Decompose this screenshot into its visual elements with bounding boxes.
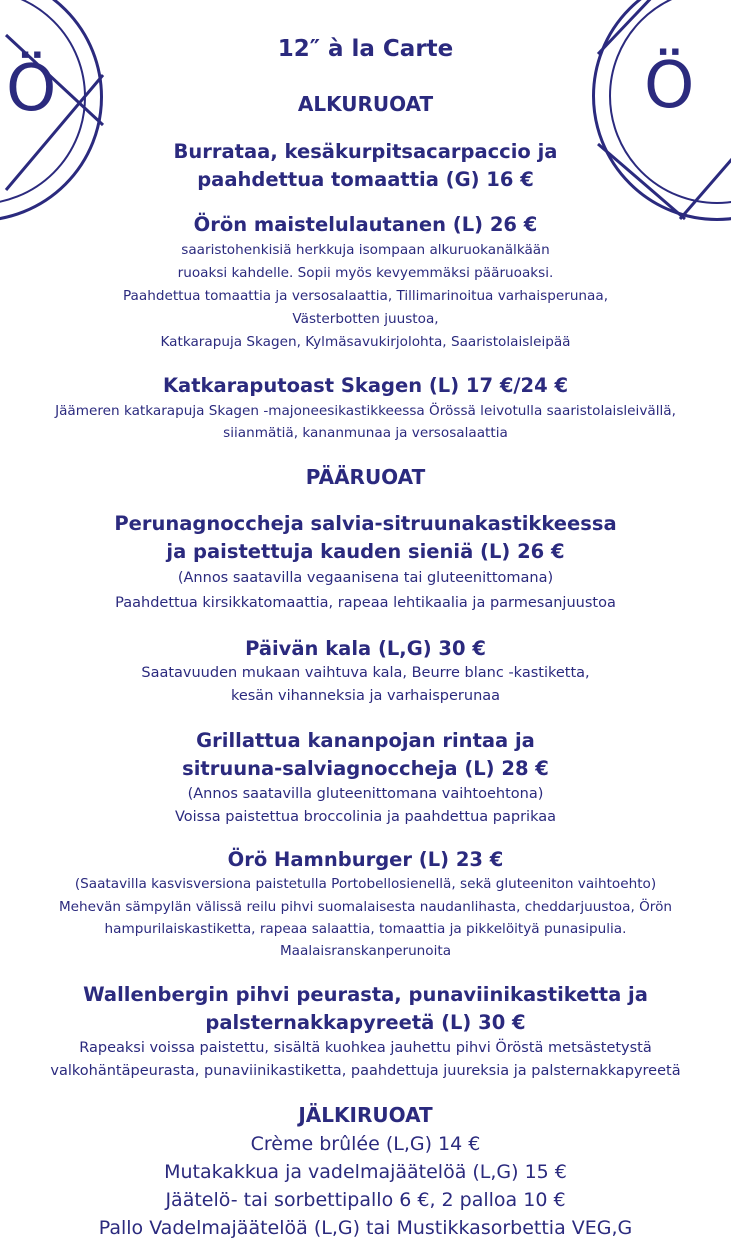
dish-name: Päivän kala (L,G) 30 € bbox=[245, 637, 486, 660]
dish-name: palsternakkapyreetä (L) 30 € bbox=[205, 1011, 526, 1034]
section-heading-starters: ALKURUOAT bbox=[297, 92, 434, 116]
dish-name: Katkaraputoast Skagen (L) 17 €/24 € bbox=[162, 374, 569, 397]
logo-letter: Ö bbox=[644, 49, 695, 123]
dish-name: sitruuna-salviagnoccheja (L) 28 € bbox=[182, 757, 549, 780]
dish-name: Grillattua kananpojan rintaa ja bbox=[196, 729, 535, 752]
dish-name: paahdettua tomaattia (G) 16 € bbox=[197, 168, 534, 191]
dish-name: Burrataa, kesäkurpitsacarpaccio ja bbox=[173, 140, 558, 163]
section-heading-mains: PÄÄRUOAT bbox=[305, 465, 426, 489]
dessert-item: Pallo Vadelmajäätelöä (L,G) tai Mustikkasorbettia VEG,G bbox=[98, 1217, 633, 1239]
dish-description: Jäämeren katkarapuja Skagen -majoneesikastikkeessa Örössä leivotulla saaristolaisleivällä, bbox=[55, 403, 676, 419]
logo-letter: Ö bbox=[6, 52, 57, 126]
dish-description: saaristohenkisiä herkkuja isompaan alkuruokanälkään bbox=[181, 242, 550, 258]
dessert-item: Crème brûlée (L,G) 14 € bbox=[250, 1133, 481, 1155]
dish-name: Wallenbergin pihvi peurasta, punaviinikastiketta ja bbox=[83, 983, 648, 1006]
dessert-item: Mutakakkua ja vadelmajäätelöä (L,G) 15 € bbox=[164, 1161, 567, 1183]
dish-description: kesän vihanneksia ja varhaisperunaa bbox=[230, 688, 501, 704]
dish-description: Saatavuuden mukaan vaihtuva kala, Beurre blanc -kastiketta, bbox=[141, 665, 590, 681]
dish-name: Perunagnoccheja salvia-sitruunakastikkeessa bbox=[114, 512, 617, 535]
dish-description: Maalaisranskanperunoita bbox=[279, 943, 452, 959]
dish-description: hampurilaiskastiketta, rapeaa salaattia, tomaattia ja pikkelöityä punasipulia. bbox=[104, 921, 627, 937]
dish-description: Paahdettua kirsikkatomaattia, rapeaa lehtikaalia ja parmesanjuustoa bbox=[115, 595, 616, 611]
dish-description: Rapeaksi voissa paistettu, sisältä kuohkea jauhettu pihvi Öröstä metsästetystä bbox=[79, 1040, 652, 1056]
dish-name: Örön maistelulautanen (L) 26 € bbox=[193, 213, 538, 236]
dish-name: Örö Hamnburger (L) 23 € bbox=[227, 848, 504, 871]
dish-name: ja paistettuja kauden sieniä (L) 26 € bbox=[166, 540, 565, 563]
dish-description: (Annos saatavilla gluteenittomana vaihtoehtona) bbox=[187, 786, 544, 802]
dish-description: (Saatavilla kasvisversiona paistetulla Portobellosienellä, sekä gluteeniton vaihtoehto) bbox=[74, 876, 657, 892]
dish-description: valkohäntäpeurasta, punaviinikastiketta, paahdettuja juureksia ja palsternakkapyreetä bbox=[50, 1063, 681, 1079]
dish-description: Västerbotten juustoa, bbox=[292, 311, 439, 327]
menu-title: 12″ à la Carte bbox=[277, 36, 454, 62]
dish-description: (Annos saatavilla vegaanisena tai gluteenittomana) bbox=[177, 570, 554, 586]
dessert-item: Jäätelö- tai sorbettipallo 6 €, 2 palloa 10 € bbox=[165, 1189, 566, 1211]
dish-description: Paahdettua tomaattia ja versosalaattia, Tillimarinoitua varhaisperunaa, bbox=[122, 288, 609, 304]
dish-description: siianmätiä, kananmunaa ja versosalaattia bbox=[223, 425, 508, 441]
dish-description: Mehevän sämpylän välissä reilu pihvi suomalaisesta naudanlihasta, cheddarjuustoa, Örön bbox=[58, 899, 673, 915]
dish-description: Katkarapuja Skagen, Kylmäsavukirjolohta, Saaristolaisleipää bbox=[160, 334, 571, 350]
dish-description: Voissa paistettua broccolinia ja paahdettua paprikaa bbox=[174, 809, 556, 825]
section-heading-desserts: JÄLKIRUOAT bbox=[298, 1103, 433, 1127]
dish-description: ruoaksi kahdelle. Sopii myös kevyemmäksi pääruoaksi. bbox=[177, 265, 554, 281]
